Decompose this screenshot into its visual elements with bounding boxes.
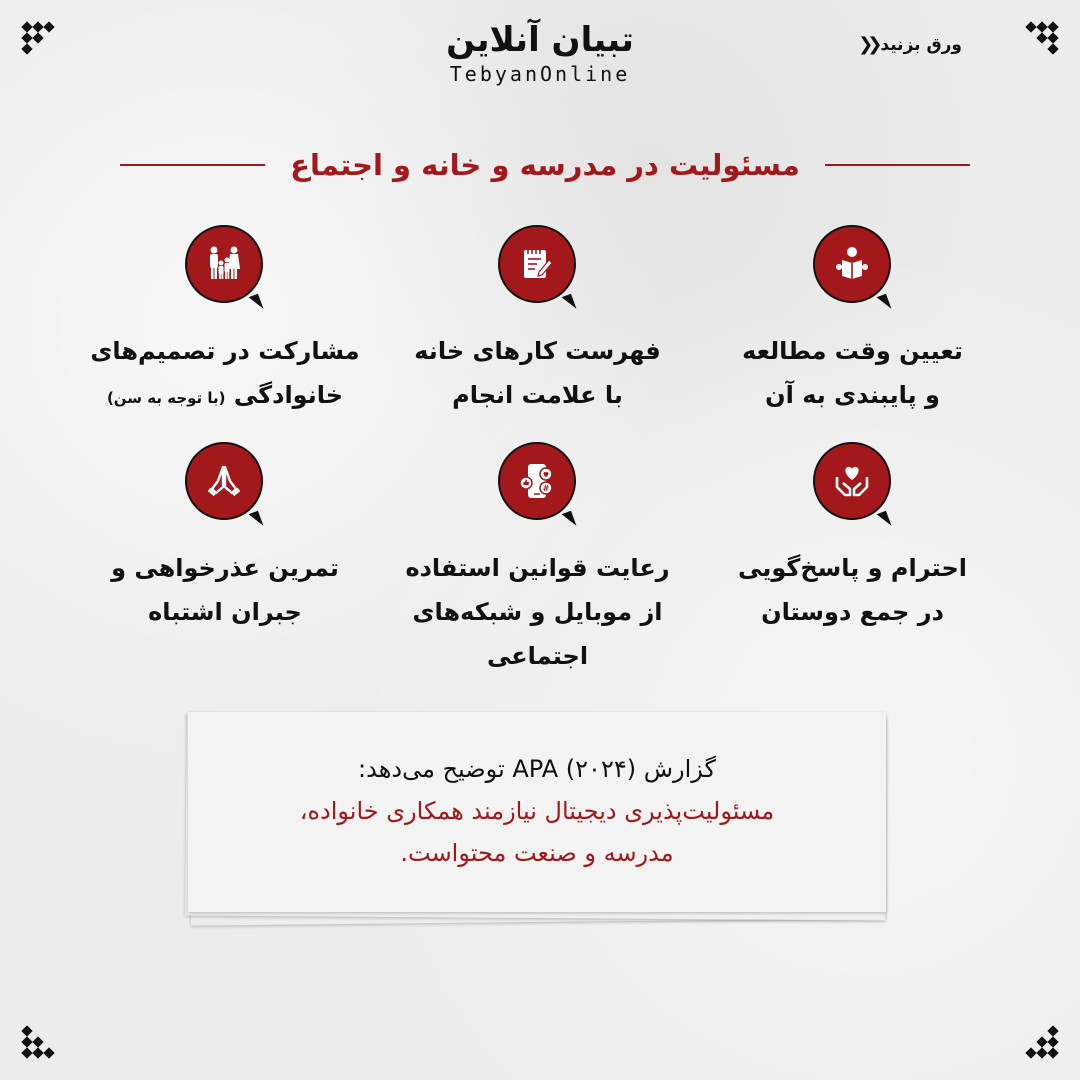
- tip-card-study-time: [695, 225, 1010, 420]
- tip-line-2: خانوادگی (با توجه به سن): [106, 381, 344, 409]
- tip-line-1: فهرست کارهای خانه: [414, 337, 661, 365]
- notepad-pen-icon: [515, 242, 559, 286]
- tip-text: [414, 329, 661, 417]
- tip-line-2: در جمع دوستان: [761, 598, 944, 626]
- logo-persian: تبیان آنلاین: [446, 20, 634, 60]
- icon-bubble: [185, 442, 265, 522]
- tip-line-2: از موبایل و شبکه‌های: [412, 598, 663, 626]
- tips-grid: [70, 225, 1010, 678]
- tip-line-3: اجتماعی: [486, 642, 589, 670]
- brand-logo: [0, 20, 1080, 86]
- note-highlight-line-1: مسئولیت‌پذیری دیجیتال نیازمند همکاری خانواده،: [299, 797, 775, 825]
- phone-social-icon: [515, 459, 559, 503]
- tip-line-2: با علامت انجام: [452, 381, 623, 409]
- tip-line-1: تعیین وقت مطالعه: [742, 337, 963, 365]
- double-chevron-left-icon: ❮❮: [858, 34, 877, 55]
- title-divider-right: [825, 164, 970, 166]
- tip-text: [405, 546, 669, 678]
- title-row: [120, 140, 970, 190]
- tip-text: [738, 546, 967, 634]
- tip-text: [111, 546, 339, 634]
- tip-card-respect-friends: [695, 442, 1010, 678]
- diamond-pattern-icon: [20, 1024, 56, 1060]
- tip-note: (با توجه به سن): [106, 389, 226, 407]
- tip-line-2: و پایبندی به آن: [765, 381, 940, 409]
- note-highlight-line-2: مدرسه و صنعت محتواست.: [400, 839, 674, 867]
- tip-card-chores-list: [380, 225, 695, 420]
- tip-card-apology: [70, 442, 380, 678]
- tip-line-1: رعایت قوانین استفاده: [405, 554, 670, 582]
- icon-bubble: [498, 442, 578, 522]
- tip-line-2: جبران اشتباه: [148, 598, 302, 626]
- icon-bubble: [813, 225, 893, 305]
- note-content: [186, 748, 888, 874]
- tip-text: [742, 329, 963, 417]
- corner-pattern-bottom-left: [20, 1024, 56, 1060]
- tip-line-1: احترام و پاسخ‌گویی: [738, 554, 967, 582]
- tip-line-1: تمرین عذرخواهی و: [111, 554, 339, 582]
- tip-text: [90, 329, 359, 420]
- note-intro: گزارش APA (۲۰۲۴) توضیح می‌دهد:: [358, 755, 716, 783]
- hands-heart-icon: [830, 459, 874, 503]
- family-icon: [202, 242, 246, 286]
- swipe-label: ورق بزنید: [880, 34, 962, 55]
- quote-note-box: [186, 712, 888, 924]
- tip-line-1: مشارکت در تصمیم‌های: [90, 337, 360, 365]
- page-title: مسئولیت در مدرسه و خانه و اجتماع: [290, 148, 800, 182]
- logo-english: TebyanOnline: [449, 62, 631, 86]
- icon-bubble: [185, 225, 265, 305]
- tip-card-mobile-rules: [380, 442, 695, 678]
- icon-bubble: [498, 225, 578, 305]
- title-divider-left: [120, 164, 265, 166]
- tip-card-family-decisions: [70, 225, 380, 420]
- diamond-pattern-icon: [1024, 1024, 1060, 1060]
- svg-text:#: #: [542, 484, 549, 493]
- praying-hands-icon: [202, 459, 246, 503]
- icon-bubble: [813, 442, 893, 522]
- corner-pattern-bottom-right: [1024, 1024, 1060, 1060]
- reading-child-icon: [830, 242, 874, 286]
